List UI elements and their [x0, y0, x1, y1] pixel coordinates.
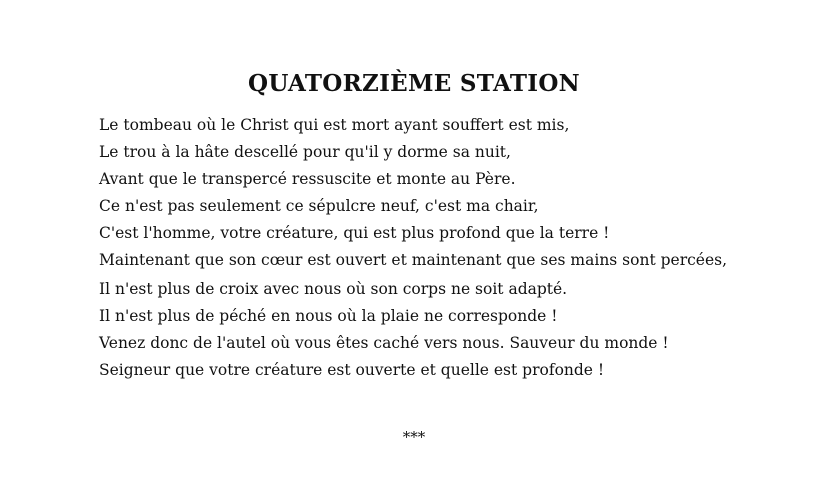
verse-line: Le tombeau où le Christ qui est mort ayant souffert est mis, [99, 116, 570, 134]
section-separator: *** [402, 428, 426, 446]
verse-line: Il n'est plus de croix avec nous où son corps ne soit adapté. [99, 280, 568, 298]
verse-line: C'est l'homme, votre créature, qui est plus profond que la terre ! [99, 224, 610, 242]
verse-line: Maintenant que son cœur est ouvert et maintenant que ses mains sont percées, [99, 251, 728, 269]
verse-line: Avant que le transpercé ressuscite et monte au Père. [99, 170, 516, 188]
verse-line: Ce n'est pas seulement ce sépulcre neuf, c'est ma chair, [99, 197, 539, 215]
verse-line: Le trou à la hâte descellé pour qu'il y dorme sa nuit, [99, 143, 511, 161]
page-title: QUATORZIÈME STATION [247, 70, 580, 97]
verse-line: Venez donc de l'autel où vous êtes caché vers nous. Sauveur du monde ! [99, 334, 669, 352]
verse-line: Seigneur que votre créature est ouverte et quelle est profonde ! [99, 361, 605, 379]
verse-line: Il n'est plus de péché en nous où la plaie ne corresponde ! [99, 307, 558, 325]
poem-body [65, 116, 763, 388]
